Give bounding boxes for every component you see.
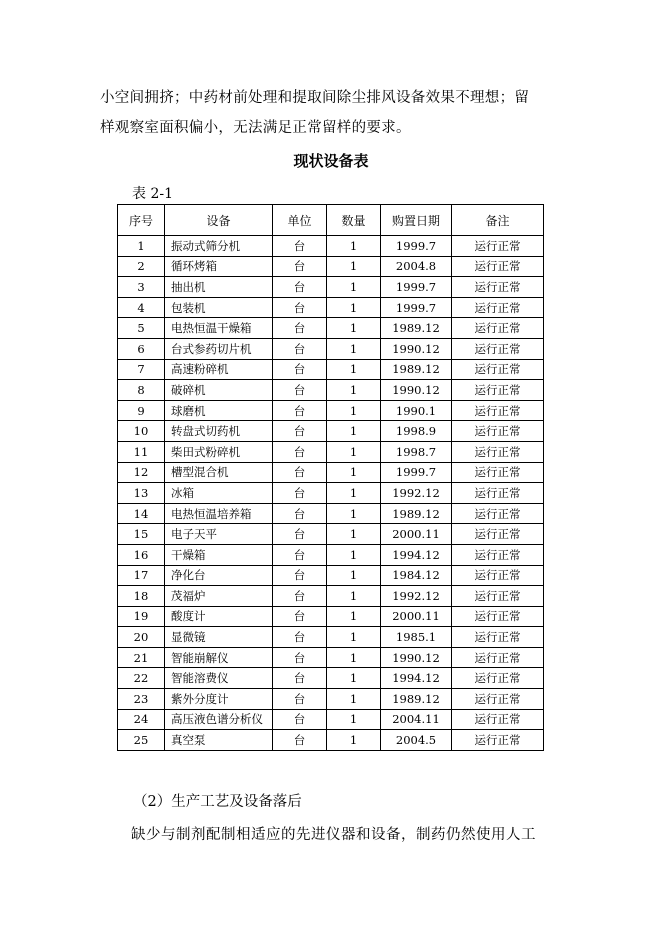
table-row: [118, 565, 544, 586]
cell-equipment: 茂福炉: [165, 586, 273, 607]
cell-equipment: 包装机: [165, 297, 273, 318]
table-row: [118, 318, 544, 339]
cell-purchase-date: 2004.11: [381, 709, 452, 730]
cell-quantity: 1: [327, 421, 381, 442]
cell-equipment: 冰箱: [165, 483, 273, 504]
cell-remarks: 运行正常: [452, 338, 544, 359]
cell-quantity: 1: [327, 380, 381, 401]
cell-equipment: 紫外分度计: [165, 689, 273, 710]
cell-purchase-date: 1992.12: [381, 586, 452, 607]
cell-quantity: 1: [327, 668, 381, 689]
cell-quantity: 1: [327, 709, 381, 730]
cell-equipment: 显微镜: [165, 627, 273, 648]
cell-equipment: 槽型混合机: [165, 462, 273, 483]
cell-index: 24: [118, 709, 165, 730]
cell-index: 18: [118, 586, 165, 607]
cell-index: 25: [118, 730, 165, 751]
cell-quantity: 1: [327, 503, 381, 524]
header-index: 序号: [118, 205, 165, 236]
cell-purchase-date: 1998.7: [381, 441, 452, 462]
cell-purchase-date: 1999.7: [381, 462, 452, 483]
cell-remarks: 运行正常: [452, 421, 544, 442]
table-row: [118, 462, 544, 483]
cell-equipment: 电热恒温干燥箱: [165, 318, 273, 339]
cell-index: 9: [118, 400, 165, 421]
table-row: [118, 421, 544, 442]
cell-index: 7: [118, 359, 165, 380]
cell-remarks: 运行正常: [452, 380, 544, 401]
cell-quantity: 1: [327, 586, 381, 607]
cell-purchase-date: 1989.12: [381, 503, 452, 524]
cell-equipment: 智能溶费仪: [165, 668, 273, 689]
cell-index: 14: [118, 503, 165, 524]
cell-unit: 台: [273, 400, 327, 421]
cell-equipment: 循环烤箱: [165, 256, 273, 277]
cell-unit: 台: [273, 606, 327, 627]
cell-remarks: 运行正常: [452, 586, 544, 607]
cell-quantity: 1: [327, 606, 381, 627]
cell-remarks: 运行正常: [452, 483, 544, 504]
cell-unit: 台: [273, 318, 327, 339]
cell-quantity: 1: [327, 689, 381, 710]
cell-unit: 台: [273, 441, 327, 462]
table-row: [118, 647, 544, 668]
cell-equipment: 破碎机: [165, 380, 273, 401]
cell-equipment: 高压液色谱分析仪: [165, 709, 273, 730]
table-row: [118, 441, 544, 462]
cell-quantity: 1: [327, 338, 381, 359]
cell-quantity: 1: [327, 400, 381, 421]
cell-purchase-date: 1999.7: [381, 236, 452, 257]
cell-unit: 台: [273, 462, 327, 483]
table-title: 现状设备表: [293, 152, 369, 170]
cell-quantity: 1: [327, 483, 381, 504]
cell-unit: 台: [273, 586, 327, 607]
cell-purchase-date: 1990.12: [381, 380, 452, 401]
cell-equipment: 电子天平: [165, 524, 273, 545]
table-row: [118, 256, 544, 277]
cell-unit: 台: [273, 627, 327, 648]
cell-unit: 台: [273, 483, 327, 504]
cell-quantity: 1: [327, 647, 381, 668]
cell-purchase-date: 1994.12: [381, 544, 452, 565]
table-row: [118, 709, 544, 730]
cell-purchase-date: 1989.12: [381, 359, 452, 380]
cell-purchase-date: 1990.1: [381, 400, 452, 421]
header-purchase-date: 购置日期: [381, 205, 452, 236]
cell-unit: 台: [273, 647, 327, 668]
cell-index: 20: [118, 627, 165, 648]
cell-unit: 台: [273, 524, 327, 545]
table-row: [118, 627, 544, 648]
cell-unit: 台: [273, 503, 327, 524]
cell-index: 2: [118, 256, 165, 277]
cell-unit: 台: [273, 277, 327, 298]
cell-quantity: 1: [327, 441, 381, 462]
cell-equipment: 净化台: [165, 565, 273, 586]
cell-unit: 台: [273, 421, 327, 442]
table-row: [118, 668, 544, 689]
cell-index: 1: [118, 236, 165, 257]
header-unit: 单位: [273, 205, 327, 236]
table-row: [118, 483, 544, 504]
table-row: [118, 236, 544, 257]
cell-unit: 台: [273, 338, 327, 359]
cell-unit: 台: [273, 256, 327, 277]
cell-purchase-date: 1989.12: [381, 689, 452, 710]
cell-remarks: 运行正常: [452, 689, 544, 710]
cell-remarks: 运行正常: [452, 668, 544, 689]
cell-equipment: 柴田式粉碎机: [165, 441, 273, 462]
cell-remarks: 运行正常: [452, 627, 544, 648]
table-row: [118, 524, 544, 545]
table-row: [118, 503, 544, 524]
cell-index: 21: [118, 647, 165, 668]
header-remarks: 备注: [452, 205, 544, 236]
cell-quantity: 1: [327, 359, 381, 380]
cell-purchase-date: 1990.12: [381, 338, 452, 359]
cell-unit: 台: [273, 668, 327, 689]
table-row: [118, 359, 544, 380]
table-row: [118, 689, 544, 710]
cell-equipment: 转盘式切药机: [165, 421, 273, 442]
cell-remarks: 运行正常: [452, 709, 544, 730]
cell-equipment: 智能崩解仪: [165, 647, 273, 668]
cell-purchase-date: 1994.12: [381, 668, 452, 689]
cell-purchase-date: 1992.12: [381, 483, 452, 504]
table-row: [118, 400, 544, 421]
cell-index: 6: [118, 338, 165, 359]
cell-index: 11: [118, 441, 165, 462]
cell-quantity: 1: [327, 256, 381, 277]
cell-index: 10: [118, 421, 165, 442]
equipment-table: [117, 204, 544, 751]
cell-remarks: 运行正常: [452, 606, 544, 627]
table-row: [118, 297, 544, 318]
cell-equipment: 球磨机: [165, 400, 273, 421]
cell-index: 12: [118, 462, 165, 483]
cell-remarks: 运行正常: [452, 400, 544, 421]
cell-index: 22: [118, 668, 165, 689]
cell-equipment: 抽出机: [165, 277, 273, 298]
cell-index: 8: [118, 380, 165, 401]
cell-quantity: 1: [327, 462, 381, 483]
cell-purchase-date: 1990.12: [381, 647, 452, 668]
cell-unit: 台: [273, 709, 327, 730]
cell-quantity: 1: [327, 236, 381, 257]
cell-purchase-date: 1998.9: [381, 421, 452, 442]
intro-line-1: 小空间拥挤；中药材前处理和提取间除尘排风设备效果不理想；留: [100, 90, 530, 106]
cell-remarks: 运行正常: [452, 730, 544, 751]
cell-equipment: 高速粉碎机: [165, 359, 273, 380]
cell-purchase-date: 2000.11: [381, 606, 452, 627]
cell-quantity: 1: [327, 730, 381, 751]
cell-index: 13: [118, 483, 165, 504]
intro-line-2: 样观察室面积偏小，无法满足正常留样的要求。: [100, 120, 411, 136]
cell-remarks: 运行正常: [452, 359, 544, 380]
cell-quantity: 1: [327, 544, 381, 565]
cell-equipment: 振动式筛分机: [165, 236, 273, 257]
cell-unit: 台: [273, 380, 327, 401]
table-row: [118, 730, 544, 751]
cell-remarks: 运行正常: [452, 462, 544, 483]
cell-unit: 台: [273, 297, 327, 318]
cell-quantity: 1: [327, 297, 381, 318]
cell-index: 4: [118, 297, 165, 318]
cell-remarks: 运行正常: [452, 503, 544, 524]
table-caption: 表 2-1: [132, 186, 173, 202]
cell-equipment: 酸度计: [165, 606, 273, 627]
cell-unit: 台: [273, 544, 327, 565]
table-row: [118, 606, 544, 627]
cell-index: 19: [118, 606, 165, 627]
cell-quantity: 1: [327, 318, 381, 339]
cell-remarks: 运行正常: [452, 544, 544, 565]
cell-equipment: 干燥箱: [165, 544, 273, 565]
cell-index: 23: [118, 689, 165, 710]
cell-remarks: 运行正常: [452, 647, 544, 668]
cell-equipment: 台式参药切片机: [165, 338, 273, 359]
cell-purchase-date: 1999.7: [381, 297, 452, 318]
cell-quantity: 1: [327, 627, 381, 648]
cell-purchase-date: 1985.1: [381, 627, 452, 648]
cell-unit: 台: [273, 565, 327, 586]
header-quantity: 数量: [327, 205, 381, 236]
cell-purchase-date: 1984.12: [381, 565, 452, 586]
cell-remarks: 运行正常: [452, 297, 544, 318]
cell-index: 16: [118, 544, 165, 565]
cell-unit: 台: [273, 359, 327, 380]
cell-remarks: 运行正常: [452, 277, 544, 298]
table-row: [118, 338, 544, 359]
cell-remarks: 运行正常: [452, 236, 544, 257]
cell-remarks: 运行正常: [452, 318, 544, 339]
cell-purchase-date: 2004.5: [381, 730, 452, 751]
table-header-row: [118, 205, 544, 236]
closing-text: 缺少与制剂配制相适应的先进仪器和设备，制药仍然使用人工: [131, 827, 536, 843]
cell-equipment: 真空泵: [165, 730, 273, 751]
section-heading: （2）生产工艺及设备落后: [133, 794, 302, 810]
table-row: [118, 277, 544, 298]
cell-equipment: 电热恒温培养箱: [165, 503, 273, 524]
cell-unit: 台: [273, 236, 327, 257]
cell-purchase-date: 2000.11: [381, 524, 452, 545]
cell-purchase-date: 1989.12: [381, 318, 452, 339]
cell-remarks: 运行正常: [452, 256, 544, 277]
cell-remarks: 运行正常: [452, 524, 544, 545]
table-row: [118, 380, 544, 401]
cell-quantity: 1: [327, 277, 381, 298]
table-row: [118, 544, 544, 565]
cell-purchase-date: 1999.7: [381, 277, 452, 298]
cell-purchase-date: 2004.8: [381, 256, 452, 277]
cell-index: 15: [118, 524, 165, 545]
cell-index: 3: [118, 277, 165, 298]
cell-remarks: 运行正常: [452, 441, 544, 462]
cell-quantity: 1: [327, 565, 381, 586]
cell-unit: 台: [273, 689, 327, 710]
table-row: [118, 586, 544, 607]
cell-index: 5: [118, 318, 165, 339]
cell-remarks: 运行正常: [452, 565, 544, 586]
cell-quantity: 1: [327, 524, 381, 545]
cell-index: 17: [118, 565, 165, 586]
header-equipment: 设备: [165, 205, 273, 236]
cell-unit: 台: [273, 730, 327, 751]
